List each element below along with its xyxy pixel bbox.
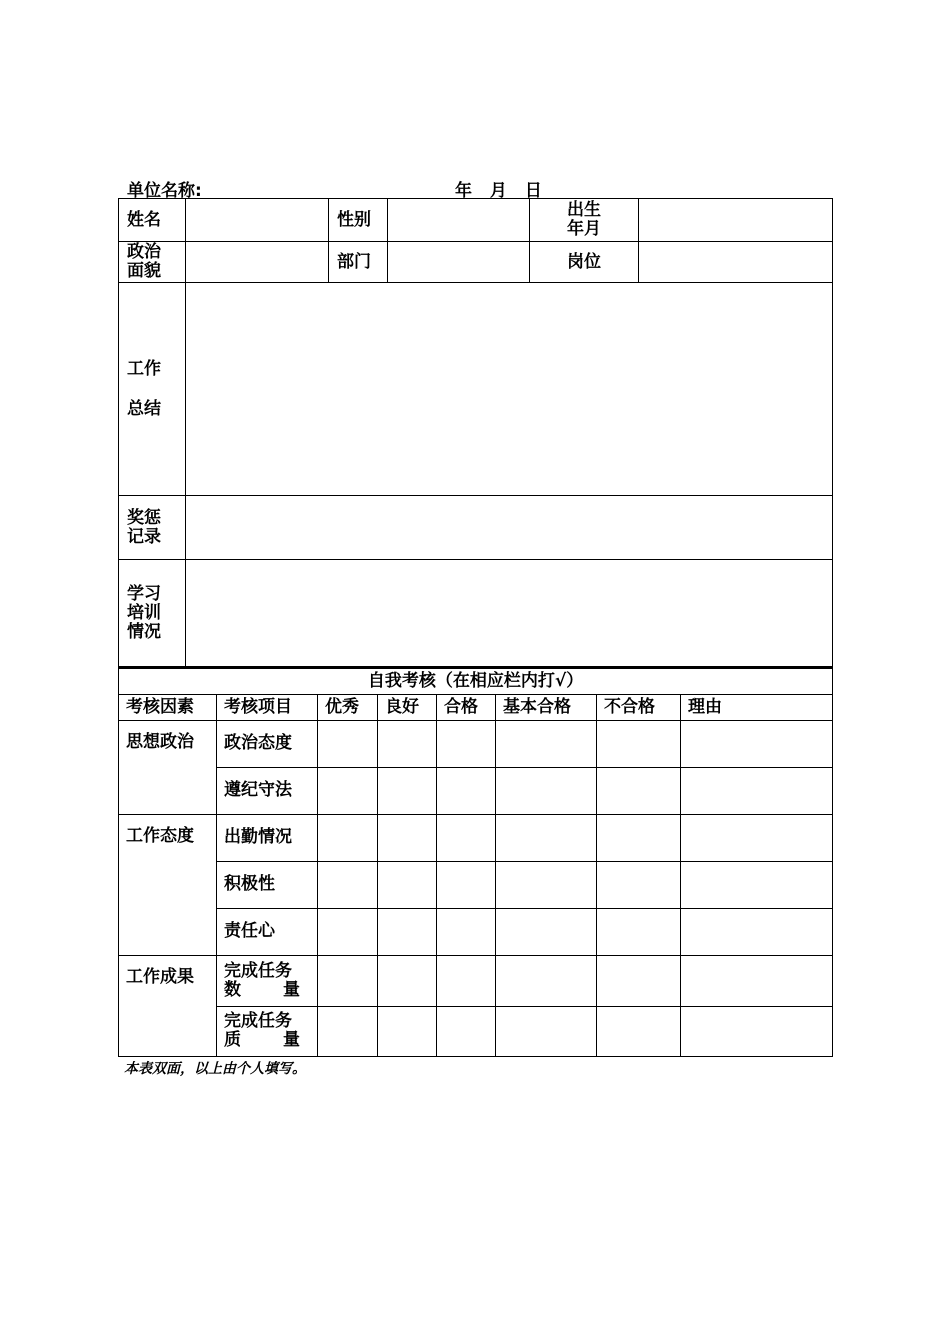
check-cell[interactable] bbox=[597, 767, 681, 814]
header-reason: 理由 bbox=[681, 694, 833, 720]
table-row bbox=[119, 1006, 833, 1056]
check-cell[interactable] bbox=[437, 767, 496, 814]
political-label-line1: 政治 bbox=[127, 242, 161, 262]
check-cell[interactable] bbox=[597, 955, 681, 1006]
self-assessment-table bbox=[118, 667, 833, 1057]
table-row bbox=[119, 767, 833, 814]
header-pass: 合格 bbox=[437, 694, 496, 720]
check-cell[interactable] bbox=[378, 908, 437, 955]
birth-label-line1: 出生 bbox=[567, 200, 601, 220]
item-initiative: 积极性 bbox=[217, 861, 318, 908]
reason-cell[interactable] bbox=[681, 767, 833, 814]
check-cell[interactable] bbox=[318, 861, 378, 908]
item-attendance: 出勤情况 bbox=[217, 814, 318, 861]
item-task-quality-line1: 完成任务 bbox=[224, 1011, 292, 1031]
check-cell[interactable] bbox=[378, 720, 437, 767]
item-task-quantity-line2 bbox=[224, 981, 300, 1000]
check-cell[interactable] bbox=[318, 767, 378, 814]
training-line3: 情况 bbox=[127, 621, 161, 642]
factor-results: 工作成果 bbox=[119, 955, 217, 1056]
name-field[interactable] bbox=[186, 199, 329, 242]
header-item: 考核项目 bbox=[217, 694, 318, 720]
check-cell[interactable] bbox=[318, 1006, 378, 1056]
check-cell[interactable] bbox=[318, 955, 378, 1006]
check-cell[interactable] bbox=[496, 1006, 597, 1056]
post-field[interactable] bbox=[639, 242, 833, 283]
table-row bbox=[119, 814, 833, 861]
check-cell[interactable] bbox=[318, 814, 378, 861]
dept-field[interactable] bbox=[388, 242, 530, 283]
header-fail: 不合格 bbox=[597, 694, 681, 720]
check-cell[interactable] bbox=[597, 720, 681, 767]
reason-cell[interactable] bbox=[681, 814, 833, 861]
item-task-quantity bbox=[217, 955, 318, 1006]
check-cell[interactable] bbox=[597, 908, 681, 955]
item-political-attitude: 政治态度 bbox=[217, 720, 318, 767]
check-cell[interactable] bbox=[437, 955, 496, 1006]
training-line2: 培训 bbox=[127, 602, 161, 623]
check-cell[interactable] bbox=[496, 720, 597, 767]
check-cell[interactable] bbox=[437, 814, 496, 861]
post-label: 岗位 bbox=[530, 242, 639, 283]
reason-cell[interactable] bbox=[681, 720, 833, 767]
check-cell[interactable] bbox=[437, 720, 496, 767]
check-cell[interactable] bbox=[597, 1006, 681, 1056]
check-cell[interactable] bbox=[437, 1006, 496, 1056]
header-excellent: 优秀 bbox=[318, 694, 378, 720]
check-cell[interactable] bbox=[378, 1006, 437, 1056]
training-field[interactable] bbox=[186, 560, 833, 667]
reason-cell[interactable] bbox=[681, 861, 833, 908]
birth-label bbox=[530, 199, 639, 242]
item-task-quality-line2 bbox=[224, 1031, 300, 1050]
gender-field[interactable] bbox=[388, 199, 530, 242]
header-good: 良好 bbox=[378, 694, 437, 720]
reason-cell[interactable] bbox=[681, 908, 833, 955]
check-cell[interactable] bbox=[496, 908, 597, 955]
work-summary-line2: 总结 bbox=[127, 398, 161, 419]
check-cell[interactable] bbox=[318, 908, 378, 955]
item-responsibility: 责任心 bbox=[217, 908, 318, 955]
quality-char-1: 质 bbox=[224, 1030, 241, 1050]
rewards-label bbox=[119, 496, 186, 560]
table-row bbox=[119, 955, 833, 1006]
factor-attitude: 工作态度 bbox=[119, 814, 217, 955]
birth-label-line2: 年月 bbox=[567, 219, 601, 239]
birth-field[interactable] bbox=[639, 199, 833, 242]
footnote: 本表双面，以上由个人填写。 bbox=[124, 1061, 306, 1077]
check-cell[interactable] bbox=[496, 955, 597, 1006]
check-cell[interactable] bbox=[378, 767, 437, 814]
factor-ideology: 思想政治 bbox=[119, 720, 217, 814]
assessment-header-row bbox=[119, 694, 833, 720]
header-basic-pass: 基本合格 bbox=[496, 694, 597, 720]
quality-char-2: 量 bbox=[283, 1030, 300, 1050]
check-cell[interactable] bbox=[437, 861, 496, 908]
political-field[interactable] bbox=[186, 242, 329, 283]
quantity-char-1: 数 bbox=[224, 979, 241, 1000]
check-cell[interactable] bbox=[597, 814, 681, 861]
check-cell[interactable] bbox=[437, 908, 496, 955]
work-summary-field[interactable] bbox=[186, 283, 833, 496]
check-cell[interactable] bbox=[378, 955, 437, 1006]
check-cell[interactable] bbox=[378, 861, 437, 908]
assessment-title: 自我考核（在相应栏内打√） bbox=[119, 668, 833, 694]
unit-name-label: 单位名称: bbox=[127, 181, 202, 201]
political-label bbox=[119, 242, 186, 283]
table-row bbox=[119, 908, 833, 955]
political-label-line2: 面貌 bbox=[127, 261, 161, 281]
table-row bbox=[119, 720, 833, 767]
quantity-char-2: 量 bbox=[283, 979, 300, 1000]
check-cell[interactable] bbox=[496, 767, 597, 814]
check-cell[interactable] bbox=[496, 861, 597, 908]
reason-cell[interactable] bbox=[681, 1006, 833, 1056]
check-cell[interactable] bbox=[318, 720, 378, 767]
work-summary-line1: 工作 bbox=[127, 358, 161, 379]
table-row bbox=[119, 861, 833, 908]
gender-label: 性别 bbox=[329, 199, 388, 242]
item-discipline: 遵纪守法 bbox=[217, 767, 318, 814]
item-task-quantity-line1: 完成任务 bbox=[224, 960, 292, 981]
date-label: 年 月 日 bbox=[455, 181, 548, 201]
training-label bbox=[119, 560, 186, 667]
check-cell[interactable] bbox=[496, 814, 597, 861]
personal-info-table bbox=[118, 198, 833, 667]
name-label: 姓名 bbox=[119, 199, 186, 242]
work-summary-label bbox=[119, 283, 186, 496]
form-header bbox=[127, 174, 832, 201]
header-factor: 考核因素 bbox=[119, 694, 217, 720]
check-cell[interactable] bbox=[597, 861, 681, 908]
dept-label: 部门 bbox=[329, 242, 388, 283]
rewards-line1: 奖惩 bbox=[127, 507, 161, 528]
training-line1: 学习 bbox=[127, 583, 161, 604]
item-task-quality bbox=[217, 1006, 318, 1056]
rewards-line2: 记录 bbox=[127, 526, 161, 547]
reason-cell[interactable] bbox=[681, 955, 833, 1006]
rewards-field[interactable] bbox=[186, 496, 833, 560]
check-cell[interactable] bbox=[378, 814, 437, 861]
